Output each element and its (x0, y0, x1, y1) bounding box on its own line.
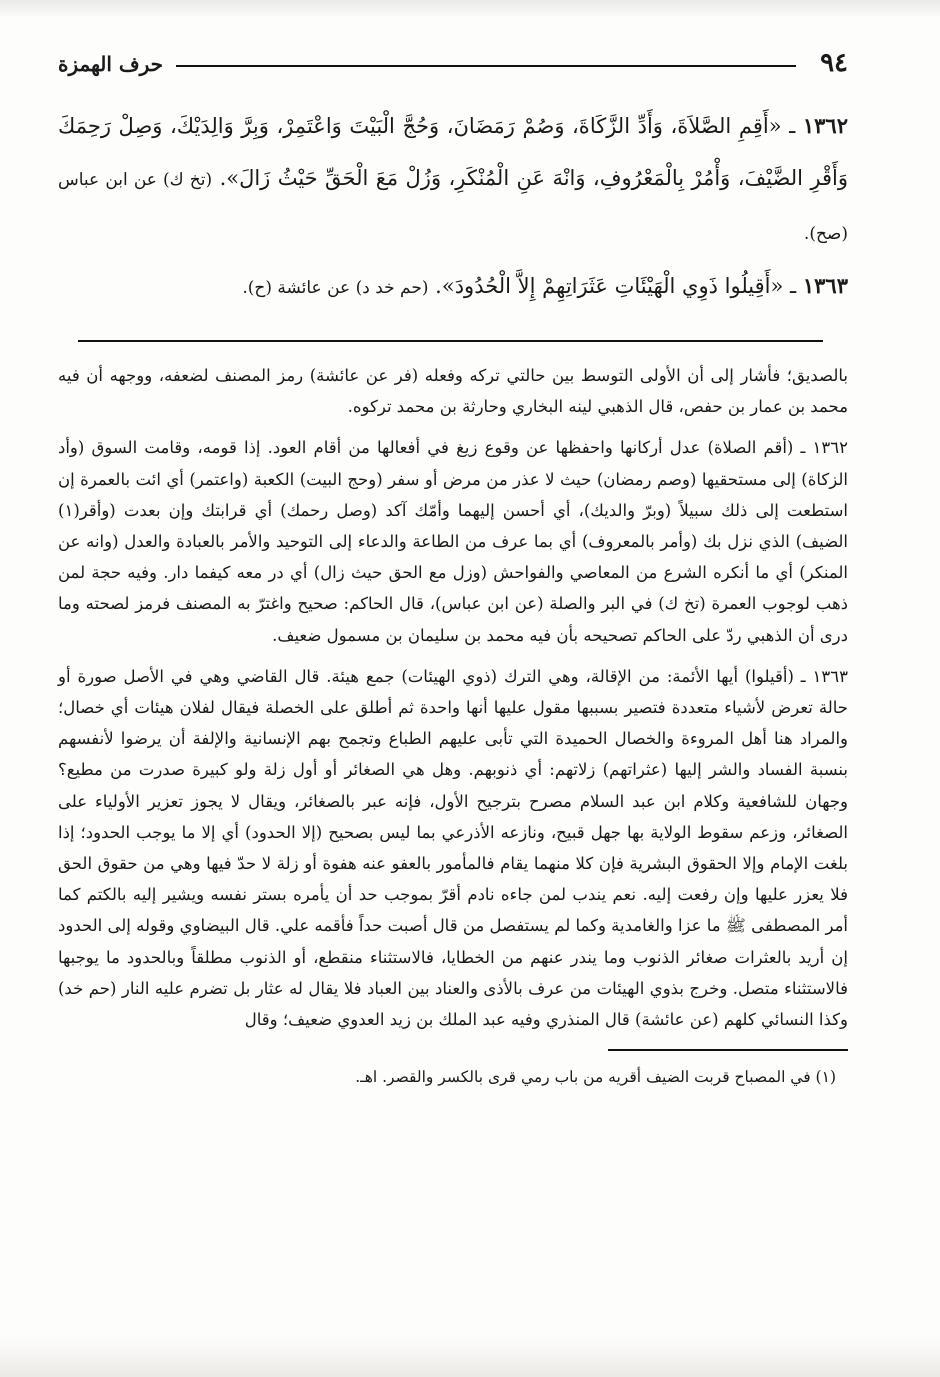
hadith-reference: (تخ ك) عن ابن عباس (صح). (58, 170, 848, 244)
footnote-rule (608, 1049, 848, 1051)
hadith-reference: (حم خد د) عن عائشة (ح). (242, 278, 429, 298)
page-content (58, 100, 848, 1091)
header-rule (176, 65, 796, 67)
hadith-1362 (58, 100, 848, 260)
scan-edge-top (0, 0, 940, 18)
page-header (58, 48, 848, 82)
hadith-text: ـ «أَقِيلُوا ذَوِي الْهَيْئَاتِ عَثَرَاتِهِمْ إِلاَّ الْحُدُودَ». (435, 274, 797, 298)
commentary-paragraph: ١٣٦٢ ـ (أقم الصلاة) عدل أركانها واحفظها عن وقوع زيغ في أفعالها من أقام العود. إذا قومه، وقامت السوق (وأد الزكاة) إلى مستحقيها (وصم رمضان) حيث لا عذر من مرض أو سفر (وحج البيت) الكعبة (واعتمر) أي ائت بالعمرة إن استطعت إلى ذلك سبيلاً (وبرّ والديك)، أي أحسن إليهما وأمّك آكد (وصل رحمك) أي قرابتك وإن بعدت (وأقر(١) الضيف) الذي نزل بك (وأمر بالمعروف) أي بما عرف من الطاعة والدعاء إلى التوحيد والأمر بالعبادة والعدل (وانه عن المنكر) أي ما أنكره الشرع من المعاصي والفواحش (وزل مع الحق حيث زال) أي در معه كيفما دار. وفيه حجة لمن ذهب لوجوب العمرة (تخ ك) في البر والصلة (عن ابن عباس)، قال الحاكم: صحيح واغترّ به المصنف فرمز لصحته وما درى أن الذهبي ردّ على الحاكم تصحيحه بأن فيه محمد بن سليمان بن مسمول ضعيف. (58, 438, 848, 645)
footnote: (١) في المصباح قربت الضيف أقريه من باب رمي قرى بالكسر والقصر. اهـ. (355, 1068, 836, 1087)
hadith-number: ١٣٦٣ (802, 273, 848, 298)
chapter-title: حرف الهمزة (58, 52, 164, 76)
hadith-number: ١٣٦٢ (802, 113, 848, 138)
hadith-1363 (58, 260, 848, 314)
page-number: ٩٤ (820, 48, 848, 78)
hadith-text: ـ «أَقِمِ الصَّلاَةَ، وَأَدِّ الزَّكَاةَ، وَصُمْ رَمَضَانَ، وَحُجَّ الْبَيْتَ وَاعْتَمِرْ، وَبِرَّ وَالِدَيْكَ، وَصِلْ رَحِمَكَ وَأَقْرِ الضَّيْفَ، وَأْمُرْ بِالْمَعْرُوفِ، وَانْهَ عَنِ الْمُنْكَرِ، وَزُلْ مَعَ الْحَقِّ حَيْثُ زَالَ». (58, 114, 848, 190)
commentary-paragraph: ١٣٦٣ ـ (أقيلوا) أيها الأئمة: من الإقالة، وهي الترك (ذوي الهيئات) جمع هيئة. قال القاضي وهي في الأصل صورة أو حالة تعرض لأشياء متعددة فتصير بسببها مقول عليها أنها واحدة ثم أطلق على الخصلة فيقال لفلان هيئات أي خصال؛ والمراد هنا أهل المروءة والخصال الحميدة التي تأبى عليهم الطباع وتجمح بهم الإنسانية والإلفة أن يرضوا لأنفسهم بنسبة الفساد والشر إليها (عثراتهم) زلاتهم: أي ذنوبهم. وهل هي الصغائر أو أول زلة ولو كبيرة صدرت من مطيع؟ وجهان للشافعية وكلام ابن عبد السلام مصرح بترجيح الأول، فإنه عبر بالصغائر، ويقال لا يجوز تعزير الأولياء على الصغائر، وزعم سقوط الولاية بها جهل قبيح، ونازعه الأذرعي بما ليس بصحيح (إلا الحدود) أي إلا ما يوجب الحدود؛ إذا بلغت الإمام وإلا الحقوق البشرية فإن كلا منهما يقام فالمأمور بالعفو عنه هفوة أو زلة لا حدّ فيها وهي من حقوق الحق فلا يعزر عليها وإن رفعت إليه. نعم يندب لمن جاءه نادم أقرّ بموجب حد أن يأمره بستر نفسه ويشير إليه بالكتم كما أمر المصطفى ﷺ ما عزا والغامدية وكما لم يستفصل من قال أصبت حداً فأقمه علي. قال البيضاوي وقوله إلى الحدود إن أريد بالعثرات صغائر الذنوب وما يندر عنهم من الخطايا، فالاستثناء منقطع، أو الذنوب مطلقاً وبالحدود ما يوجبها فالاستثناء متصل. وخرج بذوي الهيئات من عرف بالأذى والعناد بين العباد فلا يقال له عثار بل تضرم عليه النار (حم خد) وكذا النسائي كلهم (عن عائشة) قال المنذري وفيه عبد الملك بن زيد العدوي ضعيف؛ وقال (58, 666, 848, 1030)
scan-edge-bottom (0, 1337, 940, 1377)
section-divider (78, 340, 823, 342)
commentary-paragraph: بالصديق؛ فأشار إلى أن الأولى التوسط بين حالتي تركه وفعله (فر عن عائشة) رمز المصنف لضعفه، ووجهه أن فيه محمد بن عمار بن حفص، قال الذهبي لينه البخاري وحارثة بن محمد تركوه. (58, 366, 848, 417)
